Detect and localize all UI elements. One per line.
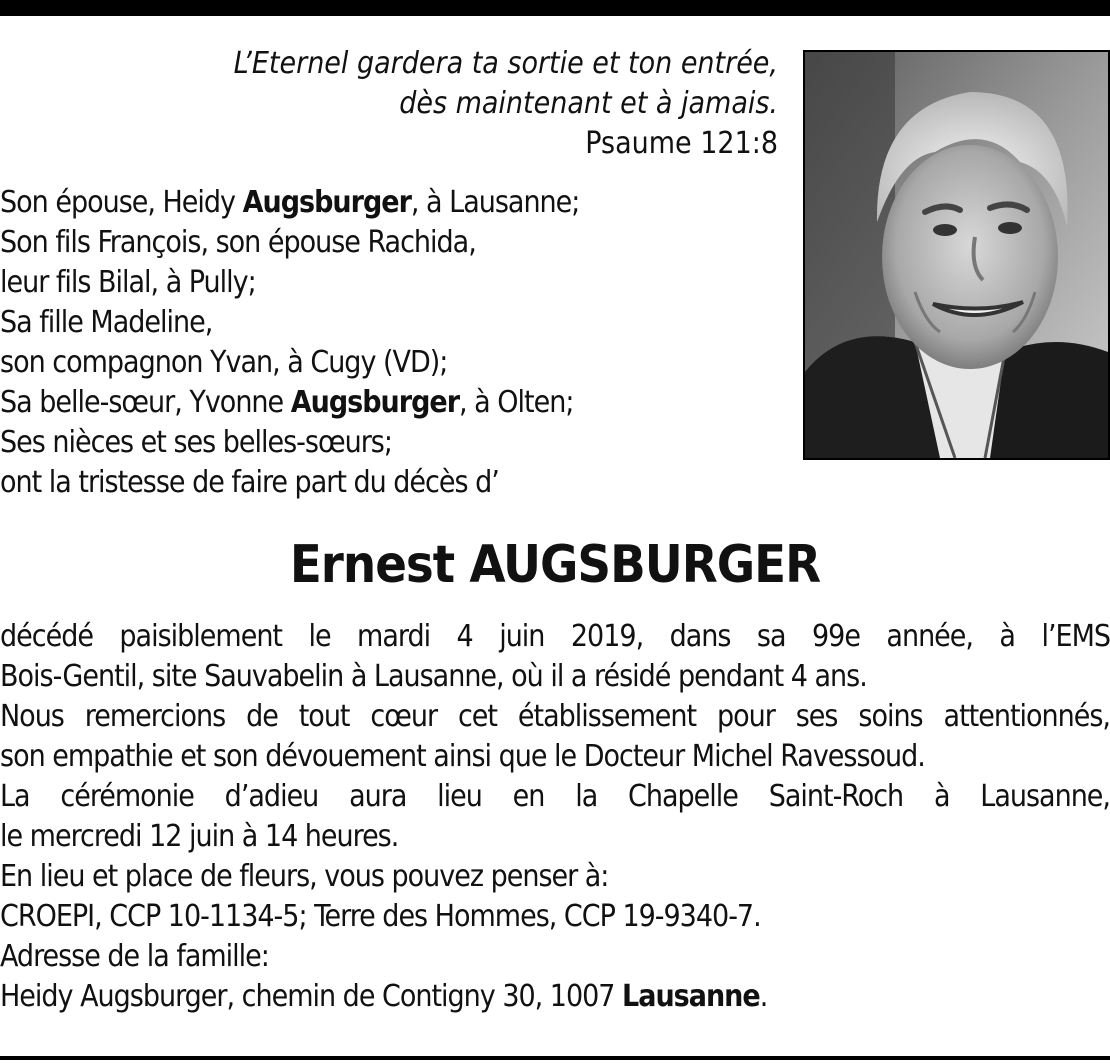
portrait-illustration [805, 52, 1108, 458]
psalm-quote [100, 44, 778, 164]
family-line: leur fils Bilal, à Pully; [0, 265, 256, 300]
body-line: Bois-Gentil, site Sauvabelin à Lausanne, où il a résidé pendant 4 ans. [0, 659, 867, 694]
notice-body [0, 617, 1110, 1017]
body-line: Nous remercions de tout cœur cet établissement pour ses soins attentionnés, [0, 699, 1110, 734]
body-line: Adresse de la famille: [0, 939, 269, 974]
body-line: En lieu et place de fleurs, vous pouvez penser à: [0, 859, 609, 894]
quote-reference: Psaume 121:8 [585, 126, 778, 161]
family-line: son compagnon Yvan, à Cugy (VD); [0, 345, 448, 380]
body-line: son empathie et son dévouement ainsi que le Docteur Michel Ravessoud. [0, 739, 925, 774]
family-line: Sa fille Madeline, [0, 305, 213, 340]
family-list [0, 183, 790, 503]
portrait-photo [803, 50, 1110, 460]
body-line: CROEPI, CCP 10-1134-5; Terre des Hommes, CCP 19-9340-7. [0, 899, 761, 934]
quote-line-1: L’Eternel gardera ta sortie et ton entrée, [233, 46, 778, 81]
family-line: Sa belle-sœur, Yvonne Augsburger, à Olten; [0, 385, 574, 420]
body-line: le mercredi 12 juin à 14 heures. [0, 819, 399, 854]
deceased-name: Ernest AUGSBURGER [289, 535, 821, 595]
body-line: La cérémonie d’adieu aura lieu en la Chapelle Saint-Roch à Lausanne, [0, 779, 1110, 814]
top-rule [0, 0, 1110, 16]
quote-line-2: dès maintenant et à jamais. [399, 86, 778, 121]
bottom-rule [0, 1056, 1110, 1060]
family-line: Ses nièces et ses belles-sœurs; [0, 425, 392, 460]
family-line: Son fils François, son épouse Rachida, [0, 225, 476, 260]
family-address: Heidy Augsburger, chemin de Contigny 30, 1007 Lausanne. [0, 979, 768, 1014]
body-line: décédé paisiblement le mardi 4 juin 2019, dans sa 99e année, à l’EMS [0, 619, 1110, 654]
family-line: Son épouse, Heidy Augsburger, à Lausanne; [0, 185, 580, 220]
family-line: ont la tristesse de faire part du décès d’ [0, 465, 499, 500]
